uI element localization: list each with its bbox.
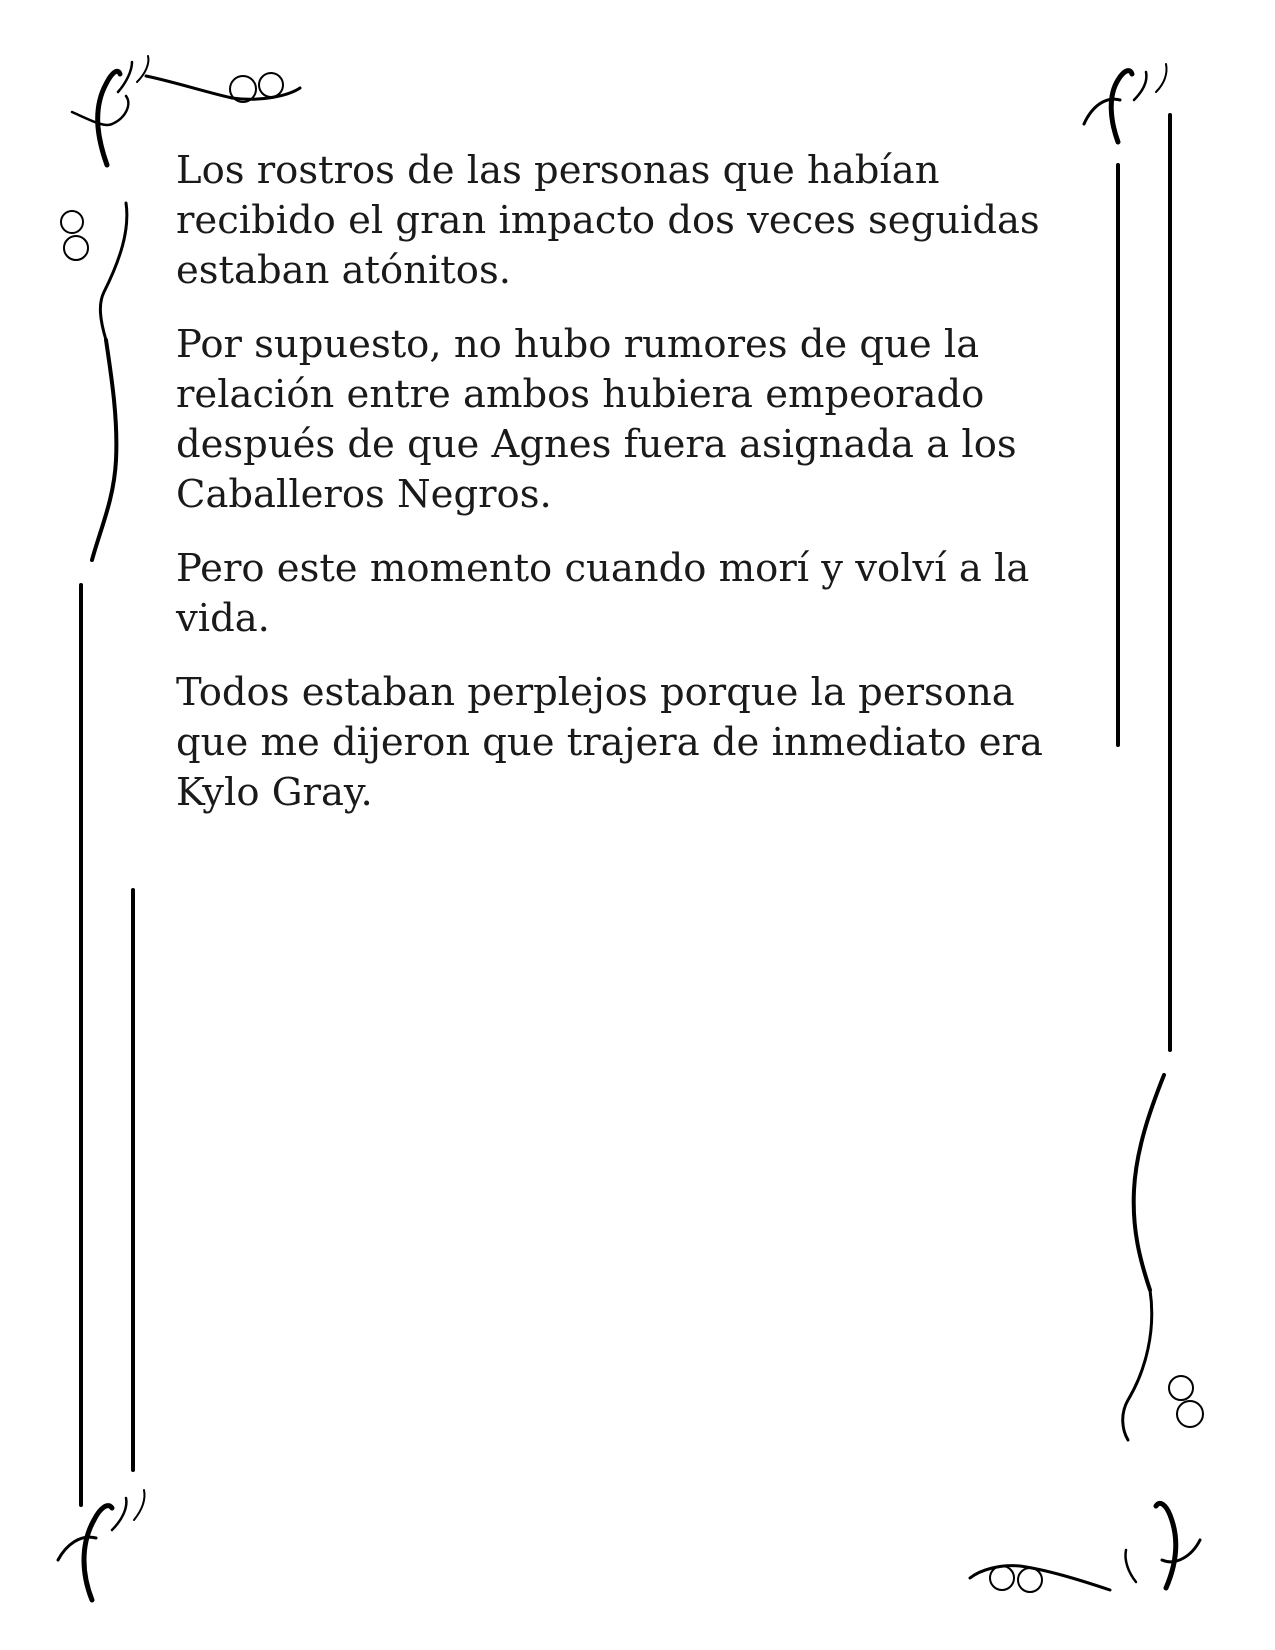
bottom-right-flourish-icon	[970, 1075, 1203, 1592]
paragraph-1: Los rostros de las personas que habían recibido el gran impacto dos veces seguidas estaban atónitos.	[176, 148, 1040, 293]
paragraph-3: Pero este momento cuando morí y volví a la vida.	[176, 546, 1030, 641]
page-body-text	[176, 146, 1096, 842]
paragraph-2: Por supuesto, no hubo rumores de que la relación entre ambos hubiera empeorado después de que Agnes fuera asignada a los Caballeros Negros.	[176, 322, 1017, 517]
paragraph-4: Todos estaban perplejos porque la persona que me dijeron que trajera de inmediato era Kylo Gray.	[176, 670, 1043, 815]
top-right-flourish-icon	[1084, 64, 1167, 142]
bottom-left-flourish-icon	[58, 1490, 145, 1600]
